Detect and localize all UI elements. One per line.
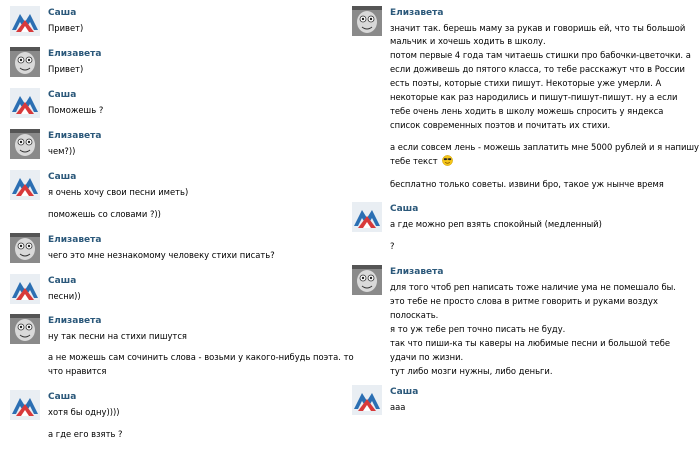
message-text: тут либо мозги нужны, либо деньги. — [390, 366, 553, 376]
avatar[interactable] — [10, 314, 40, 344]
message-text: а если совсем лень - можешь заплатить мне 5000 рублей и я напишу — [390, 142, 699, 152]
message-text: некоторые как раз народились и пишут-пишут-пишут. ну а если — [390, 92, 678, 102]
avatar[interactable] — [352, 265, 382, 295]
avatar[interactable] — [10, 6, 40, 36]
avatar[interactable] — [10, 233, 40, 263]
message-text — [390, 155, 453, 167]
sender-name[interactable]: Елизавета — [390, 8, 444, 18]
message-text: чего это мне незнакомому человеку стихи писать? — [48, 250, 275, 260]
message-text: что нравится — [48, 366, 107, 376]
message-text: для того чтоб реп написать тоже наличие ума не помешало бы. — [390, 282, 676, 292]
sender-name[interactable]: Саша — [48, 172, 77, 182]
message-text: мальчик и хочешь ходить в школу. — [390, 36, 546, 46]
message-text: полоскать. — [390, 310, 439, 320]
message-text: а где можно реп взять спокойный (медленный) — [390, 219, 602, 229]
message-text: есть поэты, которые стихи пишут. Некоторые уже умерли. А — [390, 78, 662, 88]
message-text: ну так песни на стихи пишутся — [48, 331, 187, 341]
message-text: песни)) — [48, 291, 81, 301]
avatar[interactable] — [352, 202, 382, 232]
message-text: так что пиши-ка ты каверы на любимые песни и большой тебе — [390, 338, 671, 348]
sender-name[interactable]: Саша — [48, 90, 77, 100]
message-text: хотя бы одну)))) — [48, 407, 120, 417]
message-text: а не можешь сам сочинить слова - возьми у какого-нибудь поэта. то — [48, 352, 354, 362]
message-text: я то уж тебе реп точно писать не буду. — [390, 324, 566, 334]
avatar[interactable] — [10, 88, 40, 118]
message-text: Привет) — [48, 23, 84, 33]
sender-name[interactable]: Саша — [390, 204, 419, 214]
message-text: бесплатно только советы. извини бро, такое уж нынче время — [390, 179, 664, 189]
sunglasses-smiley-icon — [442, 155, 453, 166]
avatar[interactable] — [10, 390, 40, 420]
sender-name[interactable]: Елизавета — [48, 49, 102, 59]
message-text: удачи по жизни. — [390, 352, 464, 362]
sender-name[interactable]: Елизавета — [48, 235, 102, 245]
right-column — [352, 0, 697, 456]
message-text: Поможешь ? — [48, 105, 104, 115]
message-text: ааа — [390, 402, 406, 412]
message-text-span: тебе текст — [390, 156, 438, 166]
message-text: я очень хочу свои песни иметь) — [48, 187, 189, 197]
avatar[interactable] — [10, 129, 40, 159]
avatar[interactable] — [352, 385, 382, 415]
sender-name[interactable]: Елизавета — [48, 316, 102, 326]
avatar[interactable] — [10, 170, 40, 200]
message-text: значит так. берешь маму за рукав и говоришь ей, что ты большой — [390, 23, 686, 33]
message-text: список современных поэтов и почитать их стихи. — [390, 120, 611, 130]
message-text: Привет) — [48, 64, 84, 74]
sender-name[interactable]: Саша — [48, 276, 77, 286]
sender-name[interactable]: Елизавета — [48, 131, 102, 141]
message-text: тебе очень лень ходить в школу можешь спросить у яндекса — [390, 106, 664, 116]
message-text: если доживешь до пятого класса, то тебе расскажут что в России — [390, 64, 686, 74]
sender-name[interactable]: Саша — [48, 8, 77, 18]
avatar[interactable] — [10, 47, 40, 77]
message-text: ? — [390, 241, 395, 251]
sender-name[interactable]: Елизавета — [390, 267, 444, 277]
message-text: чем?)) — [48, 146, 76, 156]
sender-name[interactable]: Саша — [48, 392, 77, 402]
message-text: это тебе не просто слова в ритме говорить и руками воздух — [390, 296, 658, 306]
message-text: поможешь со словами ?)) — [48, 209, 161, 219]
message-text: потом первые 4 года там читаешь стишки про бабочки-цветочки. а — [390, 50, 691, 60]
sender-name[interactable]: Саша — [390, 387, 419, 397]
avatar[interactable] — [352, 6, 382, 36]
message-text: а где его взять ? — [48, 429, 123, 439]
avatar[interactable] — [10, 274, 40, 304]
left-column — [10, 0, 354, 456]
